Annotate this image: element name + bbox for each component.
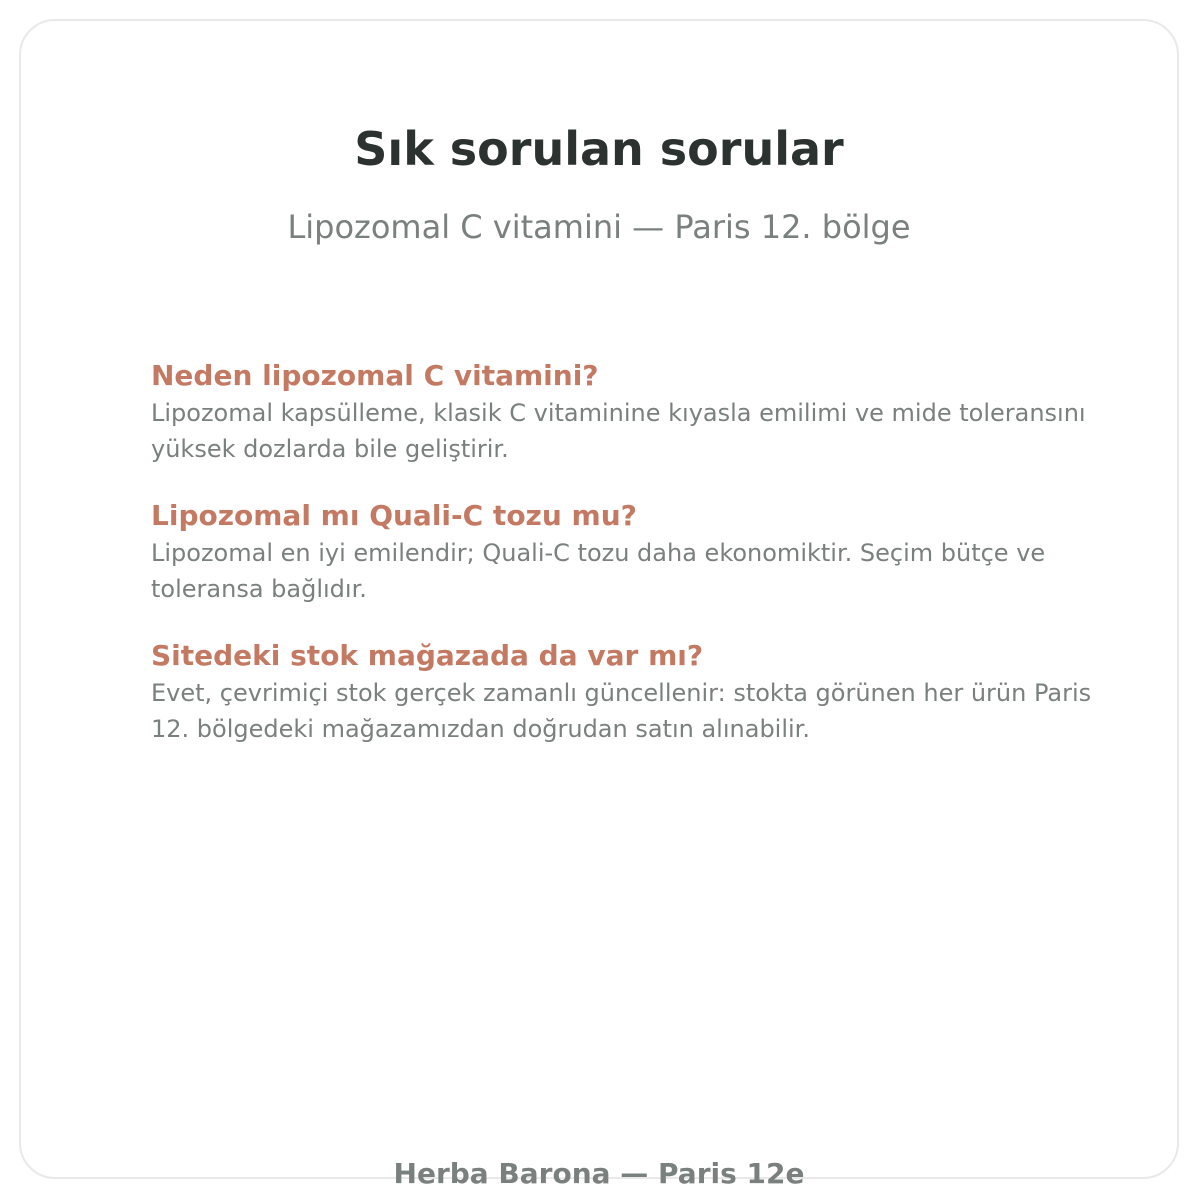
faq-list (151, 357, 1111, 777)
page-subtitle: Lipozomal C vitamini — Paris 12. bölge (287, 208, 911, 246)
faq-card (19, 19, 1179, 1190)
faq-question: Lipozomal mı Quali-C tozu mu? (151, 499, 637, 532)
faq-item (151, 497, 1111, 607)
faq-question: Neden lipozomal C vitamini? (151, 359, 599, 392)
faq-answer: Evet, çevrimiçi stok gerçek zamanlı güncellenir: stokta görünen her ürün Paris 12. bölgedeki mağazamızdan doğrudan satın alınabilir. (151, 679, 1092, 743)
faq-answer: Lipozomal kapsülleme, klasik C vitaminine kıyasla emilimi ve mide toleransını yüksek dozlarda bile geliştirir. (151, 399, 1086, 463)
page-title: Sık sorulan sorular (354, 122, 844, 176)
faq-item (151, 357, 1111, 467)
faq-question: Sitedeki stok mağazada da var mı? (151, 639, 704, 672)
faq-answer: Lipozomal en iyi emilendir; Quali-C tozu daha ekonomiktir. Seçim bütçe ve toleransa bağlıdır. (151, 539, 1046, 603)
footer-brand: Herba Barona — Paris 12e (393, 1157, 805, 1190)
faq-item (151, 637, 1111, 747)
